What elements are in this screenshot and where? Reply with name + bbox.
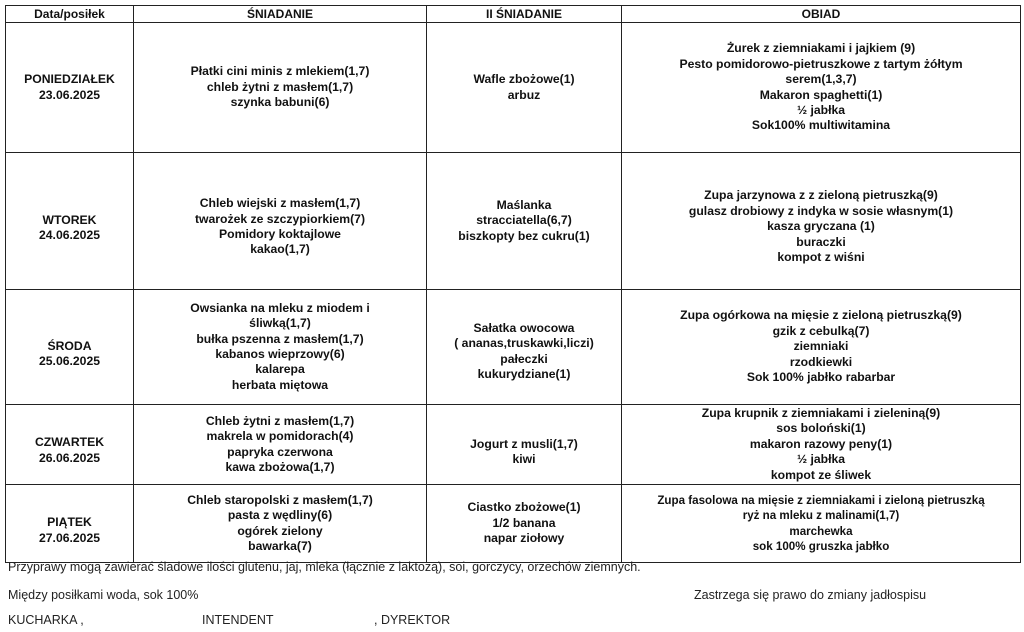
- breakfast-cell-line: papryka czerwona: [227, 444, 333, 459]
- director-signature-label: , DYREKTOR: [374, 613, 451, 627]
- date-cell: [6, 23, 134, 153]
- dinner-cell-line: kasza gryczana (1): [767, 219, 875, 234]
- breakfast-cell-line: Chleb wiejski z masłem(1,7): [199, 196, 361, 211]
- second-breakfast-cell: [427, 405, 622, 485]
- breakfast-cell-line: kalarepa: [255, 362, 305, 377]
- second-breakfast-cell: [427, 485, 622, 563]
- dinner-cell-line: gulasz drobiowy z indyka w sosie własnym(1): [688, 203, 954, 218]
- breakfast-cell-line: twarożek ze szczypiorkiem(7): [194, 211, 365, 226]
- dinner-cell-line: Zupa fasolowa na mięsie z ziemniakami i zieloną pietruszką: [657, 493, 985, 507]
- day-date: 26.06.2025: [39, 450, 100, 465]
- water-note: Między posiłkami woda, sok 100%: [8, 588, 199, 602]
- second-breakfast-cell-line: ( ananas,truskawki,liczi): [454, 336, 594, 351]
- second-breakfast-cell-line: Wafle zbożowe(1): [473, 72, 575, 87]
- day-date: 23.06.2025: [39, 87, 100, 102]
- breakfast-cell-line: kakao(1,7): [250, 242, 310, 257]
- date-cell: [6, 485, 134, 563]
- day-date: 24.06.2025: [39, 228, 100, 242]
- dinner-cell-line: ziemniaki: [793, 339, 849, 354]
- second-breakfast-cell-line: biszkopty bez cukru(1): [458, 228, 590, 243]
- dinner-cell-line: sok 100% gruszka jabłko: [752, 539, 890, 553]
- breakfast-cell: [134, 153, 427, 290]
- header-breakfast: ŚNIADANIE: [134, 6, 427, 23]
- dinner-cell-line: buraczki: [796, 234, 846, 249]
- date-cell: [6, 290, 134, 405]
- second-breakfast-cell-line: Jogurt z musli(1,7): [470, 436, 578, 451]
- dinner-cell-line: Pesto pomidorowo-pietruszkowe z tartym żółtym: [679, 56, 963, 71]
- day-date: 25.06.2025: [39, 354, 100, 368]
- breakfast-cell-line: bawarka(7): [248, 538, 312, 553]
- day-name: ŚRODA: [47, 338, 92, 353]
- breakfast-cell-line: Chleb staropolski z masłem(1,7): [187, 492, 373, 507]
- dinner-cell-line: ½ jabłka: [796, 452, 846, 467]
- breakfast-cell-line: śliwką(1,7): [249, 316, 311, 331]
- allergen-note: Przyprawy mogą zawierać śladowe ilości glutenu, jaj, mleka (łącznie z laktozą), soi, gorczycy, orzechów ziemnych.: [8, 560, 641, 574]
- breakfast-cell-line: Chleb żytni z masłem(1,7): [205, 413, 355, 428]
- dinner-cell: [622, 290, 1021, 405]
- dinner-cell-line: Zupa krupnik z ziemniakami i zieleniną(9): [701, 405, 941, 420]
- dinner-cell: [622, 405, 1021, 485]
- second-breakfast-cell-line: pałeczki: [500, 351, 548, 366]
- day-name: CZWARTEK: [34, 435, 105, 450]
- second-breakfast-cell: [427, 153, 622, 290]
- cook-signature-label: KUCHARKA ,: [8, 613, 84, 627]
- header-row: [6, 6, 1021, 23]
- dinner-cell-line: serem(1,3,7): [785, 72, 857, 87]
- dinner-cell-line: kompot z wiśni: [777, 250, 865, 265]
- header-dinner: OBIAD: [622, 6, 1021, 23]
- dinner-cell: [622, 23, 1021, 153]
- dinner-cell-line: Żurek z ziemniakami i jajkiem (9): [726, 41, 916, 56]
- dinner-cell-line: Sok100% multiwitamina: [751, 118, 891, 133]
- breakfast-cell-line: kabanos wieprzowy(6): [215, 347, 345, 361]
- day-name: PIĄTEK: [47, 515, 92, 530]
- dinner-cell: [622, 153, 1021, 290]
- second-breakfast-cell-line: arbuz: [507, 87, 541, 102]
- day-name: WTOREK: [42, 212, 97, 227]
- dinner-cell-line: ½ jabłka: [796, 102, 846, 117]
- breakfast-cell: [134, 405, 427, 485]
- second-breakfast-cell-line: stracciatella(6,7): [476, 213, 572, 228]
- second-breakfast-cell-line: kukurydziane(1): [477, 366, 571, 381]
- header-second-breakfast: II ŚNIADANIE: [427, 6, 622, 23]
- breakfast-cell-line: bułka pszenna z masłem(1,7): [196, 331, 364, 346]
- breakfast-cell-line: Owsianka na mleku z miodem i: [190, 300, 370, 315]
- second-breakfast-cell-line: Sałatka owocowa: [473, 320, 575, 335]
- date-cell: [6, 405, 134, 485]
- header-date: Data/posiłek: [6, 6, 134, 23]
- dinner-cell-line: rzodkiewki: [789, 354, 853, 369]
- day-row: [6, 23, 1021, 153]
- day-date: 27.06.2025: [39, 530, 100, 545]
- dinner-cell-line: makaron razowy peny(1): [749, 436, 893, 451]
- breakfast-cell-line: szynka babuni(6): [230, 95, 330, 110]
- breakfast-cell-line: herbata miętowa: [231, 377, 329, 392]
- menu-change-note: Zastrzega się prawo do zmiany jadłospisu: [694, 588, 927, 602]
- breakfast-cell-line: Płatki cini minis z mlekiem(1,7): [190, 64, 370, 79]
- dinner-cell-line: Makaron spaghetti(1): [759, 87, 883, 102]
- dinner-cell-line: Zupa jarzynowa z z zieloną pietruszką(9): [704, 188, 938, 203]
- dinner-cell-line: kompot ze śliwek: [770, 467, 872, 482]
- second-breakfast-cell-line: Maślanka: [496, 197, 552, 212]
- dinner-cell-line: sos boloński(1): [776, 421, 866, 436]
- dinner-cell-line: marchewka: [789, 524, 853, 538]
- breakfast-cell-line: makrela w pomidorach(4): [206, 429, 354, 444]
- second-breakfast-cell-line: napar ziołowy: [483, 531, 565, 546]
- breakfast-cell: [134, 485, 427, 563]
- day-row: [6, 485, 1021, 563]
- date-cell: [6, 153, 134, 290]
- dinner-cell-line: Zupa ogórkowa na mięsie z zieloną pietruszką(9): [680, 308, 962, 323]
- breakfast-cell-line: kawa zbożowa(1,7): [225, 459, 335, 474]
- breakfast-cell: [134, 290, 427, 405]
- weekly-menu-table: [5, 5, 1021, 563]
- breakfast-cell-line: Pomidory koktajlowe: [219, 227, 341, 241]
- second-breakfast-cell: [427, 290, 622, 405]
- day-row: [6, 405, 1021, 485]
- dinner-cell: [622, 485, 1021, 563]
- day-row: [6, 153, 1021, 290]
- second-breakfast-cell-line: 1/2 banana: [492, 515, 556, 530]
- day-name: PONIEDZIAŁEK: [24, 72, 115, 87]
- dinner-cell-line: gzik z cebulką(7): [772, 323, 870, 338]
- dinner-cell-line: ryż na mleku z malinami(1,7): [742, 509, 900, 523]
- breakfast-cell-line: ogórek zielony: [237, 523, 323, 538]
- intendent-signature-label: INTENDENT: [202, 613, 274, 627]
- breakfast-cell: [134, 23, 427, 153]
- breakfast-cell-line: chleb żytni z masłem(1,7): [206, 79, 354, 94]
- day-row: [6, 290, 1021, 405]
- second-breakfast-cell: [427, 23, 622, 153]
- breakfast-cell-line: pasta z wędliny(6): [227, 508, 333, 523]
- dinner-cell-line: Sok 100% jabłko rabarbar: [746, 370, 896, 385]
- second-breakfast-cell-line: kiwi: [512, 452, 536, 466]
- second-breakfast-cell-line: Ciastko zbożowe(1): [467, 500, 581, 515]
